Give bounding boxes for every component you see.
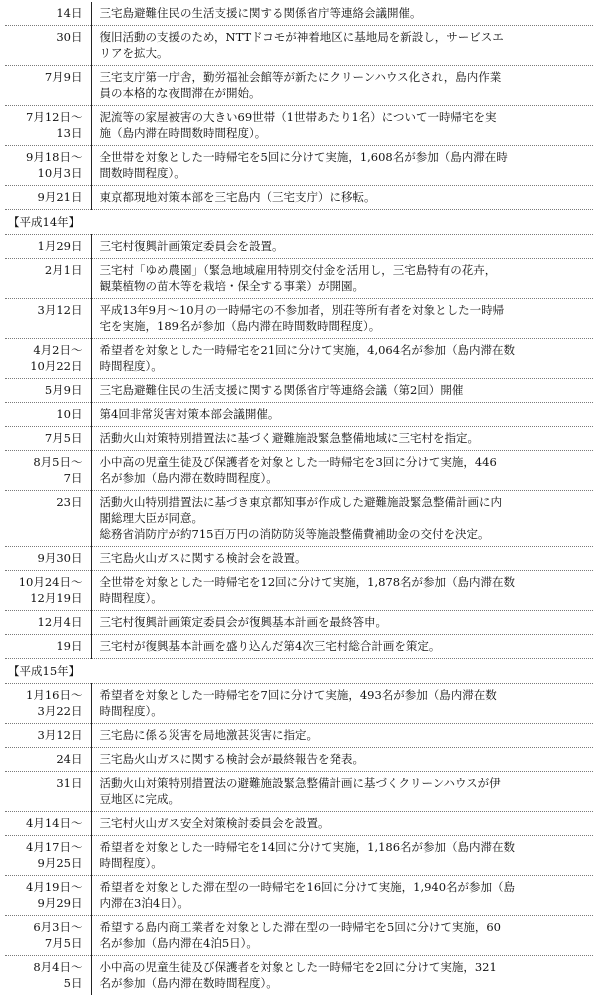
event-description-line: 活動火山特別措置法に基づき東京都知事が作成した避難施設緊急整備計画に内 [99,495,502,509]
event-description-line: 第4回非常災害対策本部会議開催。 [99,407,280,421]
event-description [91,684,593,724]
chronology-row [5,379,593,403]
event-date: 19日 [5,635,91,659]
event-date: 4月14日～ [5,812,91,836]
event-description-line: 員の本格的な夜間滞在が開始。 [99,86,261,100]
year-heading: 【平成15年】 [5,659,593,684]
event-description [91,772,593,812]
event-description-line: 名が参加（島内滞在数時間程度）。 [99,471,278,485]
event-date: 10日 [5,403,91,427]
event-description-line: 閣総理大臣が同意。 [99,511,203,525]
event-description [91,748,593,772]
chronology-row [5,339,593,379]
year-heading-row [5,659,593,684]
event-description-line: 三宅島火山ガスに関する検討会が最終報告を発表。 [99,752,364,766]
chronology-row [5,235,593,259]
event-date: 14日 [5,2,91,26]
event-description-line: 三宅村「ゆめ農園」（緊急地域雇用特別交付金を活用し，三宅島特有の花卉， [99,263,497,277]
event-description-line: 三宅島に係る災害を局地激甚災害に指定。 [99,728,318,742]
chronology-row [5,748,593,772]
event-description-line: 豆地区に完成。 [99,792,180,806]
chronology-row [5,916,593,956]
chronology-row [5,611,593,635]
event-description [91,146,593,186]
event-description-line: 希望者を対象とした滞在型の一時帰宅を16回に分けて実施，1,940名が参加（島 [99,880,516,894]
event-description-line: 三宅島避難住民の生活支援に関する関係省庁等連絡会議開催。 [99,6,422,20]
event-description [91,876,593,916]
event-description [91,916,593,956]
event-date: 4月17日～ 9月25日 [5,836,91,876]
chronology-row [5,26,593,66]
event-description-line: 希望する島内商工業者を対象とした滞在型の一時帰宅を5回に分けて実施，60 [99,920,501,934]
event-date: 4月19日～ 9月29日 [5,876,91,916]
event-description-line: 三宅村火山ガス安全対策検討委員会を設置。 [99,816,330,830]
event-description [91,235,593,259]
event-description-line: 活動火山対策特別措置法に基づく避難施設緊急整備地域に三宅村を指定。 [99,431,479,445]
event-description [91,956,593,996]
event-description-line: 観葉植物の苗木等を栽培・保全する事業）が開園。 [99,279,364,293]
event-date: 1月29日 [5,235,91,259]
event-description [91,26,593,66]
event-description [91,66,593,106]
event-description-line: 時間程度）。 [99,856,163,870]
event-description-line: 総務省消防庁が約715百万円の消防防災等施設整備費補助金の交付を決定。 [99,527,490,541]
event-date: 23日 [5,491,91,547]
event-description [91,491,593,547]
event-date: 4月2日～ 10月22日 [5,339,91,379]
event-description [91,2,593,26]
event-description-line: 希望者を対象とした一時帰宅を21回に分けて実施，4,064名が参加（島内滞在数 [99,343,516,357]
event-description-line: 小中高の児童生徒及び保護者を対象とした一時帰宅を3回に分けて実施，446 [99,455,497,469]
event-description-line: 全世帯を対象とした一時帰宅を5回に分けて実施，1,608名が参加（島内滞在時 [99,150,508,164]
event-description-line: 間数時間程度）。 [99,166,186,180]
chronology-row [5,684,593,724]
event-description-line: 三宅島火山ガスに関する検討会を設置。 [99,551,307,565]
event-description-line: 時間程度）。 [99,704,163,718]
event-date: 31日 [5,772,91,812]
event-description-line: 時間程度）。 [99,591,163,605]
chronology-row [5,724,593,748]
chronology-row [5,876,593,916]
chronology-row [5,547,593,571]
chronology-row [5,836,593,876]
event-description-line: 三宅支庁第一庁舎，勤労福祉会館等が新たにクリーンハウス化され，島内作業 [99,70,502,84]
chronology-row [5,772,593,812]
event-description-line: リアを拡大。 [99,46,169,60]
event-description [91,724,593,748]
event-date: 9月18日～ 10月3日 [5,146,91,186]
event-description-line: 内滞在3泊4日）。 [99,896,189,910]
event-date: 2月1日 [5,259,91,299]
event-date: 1月16日～ 3月22日 [5,684,91,724]
event-description [91,611,593,635]
event-date: 9月21日 [5,186,91,210]
chronology-row [5,812,593,836]
event-date: 12月4日 [5,611,91,635]
event-date: 3月12日 [5,299,91,339]
event-date: 5月9日 [5,379,91,403]
event-description-line: 名が参加（島内滞在4泊5日）。 [99,936,258,950]
event-description [91,635,593,659]
event-date: 10月24日～ 12月19日 [5,571,91,611]
chronology-row [5,403,593,427]
event-description [91,836,593,876]
event-description-line: 希望者を対象とした一時帰宅を7回に分けて実施，493名が参加（島内滞在数 [99,688,497,702]
event-date: 9月30日 [5,547,91,571]
event-description-line: 施（島内滞在時間数時間程度）。 [99,126,267,140]
event-date: 7月9日 [5,66,91,106]
event-description [91,403,593,427]
event-description [91,547,593,571]
chronology-row [5,259,593,299]
event-date: 7月5日 [5,427,91,451]
event-date: 24日 [5,748,91,772]
chronology-row [5,571,593,611]
event-description-line: 東京都現地対策本部を三宅島内（三宅支庁）に移転。 [99,190,376,204]
event-description [91,427,593,451]
event-description-line: 三宅村が復興基本計画を盛り込んだ第4次三宅村総合計画を策定。 [99,639,441,653]
chronology-row [5,146,593,186]
chronology-body [5,2,593,995]
chronology-row [5,66,593,106]
event-description [91,571,593,611]
chronology-row [5,186,593,210]
event-description-line: 平成13年9月～10月の一時帰宅の不参加者，別荘等所有者を対象とした一時帰 [99,303,505,317]
event-description-line: 泥流等の家屋被害の大きい69世帯（1世帯あたり1名）について一時帰宅を実 [99,110,497,124]
chronology-row [5,106,593,146]
event-date: 30日 [5,26,91,66]
event-description-line: 希望者を対象とした一時帰宅を14回に分けて実施，1,186名が参加（島内滞在数 [99,840,516,854]
event-description [91,339,593,379]
event-description-line: 三宅島避難住民の生活支援に関する関係省庁等連絡会議（第2回）開催 [99,383,464,397]
chronology-row [5,956,593,996]
chronology-row [5,2,593,26]
event-date: 3月12日 [5,724,91,748]
event-description-line: 全世帯を対象とした一時帰宅を12回に分けて実施，1,878名が参加（島内滞在数 [99,575,516,589]
chronology-row [5,451,593,491]
year-heading: 【平成14年】 [5,210,593,235]
event-description [91,451,593,491]
year-heading-row [5,210,593,235]
event-description-line: 名が参加（島内滞在数時間程度）。 [99,976,278,990]
event-description-line: 三宅村復興計画策定委員会を設置。 [99,239,284,253]
chronology-row [5,427,593,451]
event-date: 8月4日～ 5日 [5,956,91,996]
event-description [91,186,593,210]
chronology-row [5,635,593,659]
chronology-row [5,491,593,547]
event-date: 6月3日～ 7月5日 [5,916,91,956]
event-description [91,259,593,299]
event-description-line: 小中高の児童生徒及び保護者を対象とした一時帰宅を2回に分けて実施，321 [99,960,497,974]
event-date: 8月5日～ 7日 [5,451,91,491]
event-description [91,106,593,146]
chronology-table [5,2,593,995]
event-date: 7月12日～ 13日 [5,106,91,146]
event-description-line: 宅を実施，189名が参加（島内滞在時間数時間程度）。 [99,319,381,333]
event-description-line: 三宅村復興計画策定委員会が復興基本計画を最終答申。 [99,615,387,629]
event-description-line: 活動火山対策特別措置法の避難施設緊急整備計画に基づくクリーンハウスが伊 [99,776,501,790]
event-description [91,379,593,403]
event-description [91,299,593,339]
chronology-row [5,299,593,339]
event-description [91,812,593,836]
event-description-line: 時間程度）。 [99,359,163,373]
event-description-line: 復旧活動の支援のため，NTTドコモが神着地区に基地局を新設し，サービスエ [99,30,504,44]
